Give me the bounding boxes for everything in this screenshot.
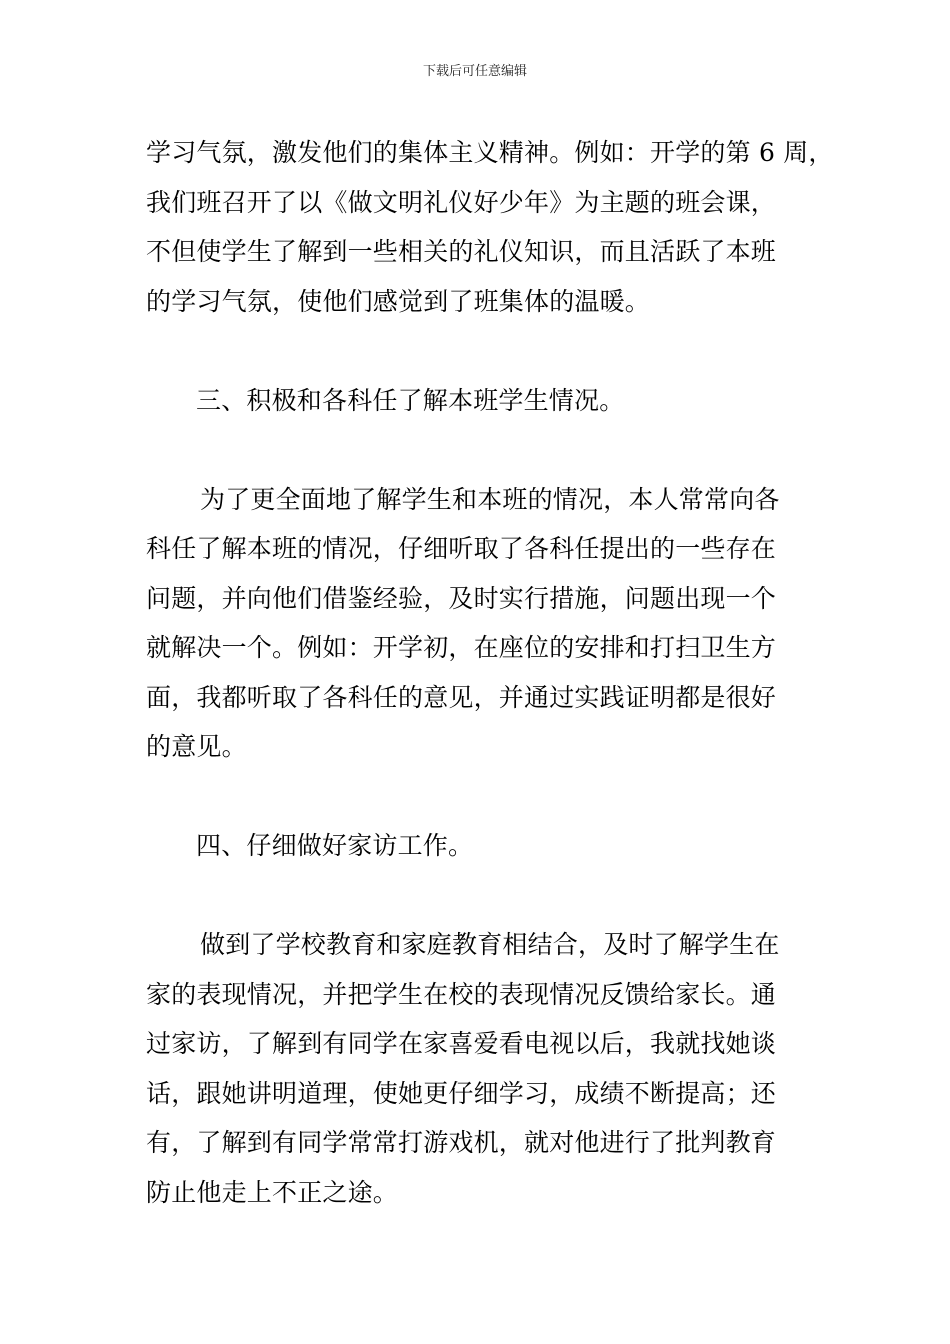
paragraph-gap (146, 425, 816, 475)
text-line: 的意见。 (146, 732, 247, 761)
text-line: 的学习气氛，使他们感觉到了班集体的温暖。 (146, 286, 651, 316)
text-line: 面，我都听取了各科任的意见，并通过实践证明都是很好 (146, 682, 777, 712)
text-line: 就解决一个。例如：开学初，在座位的安排和打扫卫生方 (146, 633, 777, 662)
text-line: 我们班召开了以《做文明礼仪好少年》为主题的班会课， (146, 187, 777, 217)
text-line: 过家访，了解到有同学在家喜爱看电视以后，我就找她谈 (146, 1029, 777, 1058)
paragraph-gap (146, 772, 816, 822)
paragraph-1 (146, 128, 834, 326)
document-body (146, 128, 834, 1217)
text-line: 问题，并向他们借鉴经验，及时实行措施，问题出现一个 (146, 583, 777, 613)
text-line: 为了更全面地了解学生和本班的情况，本人常常向各 (200, 484, 780, 514)
paragraph-gap (146, 871, 816, 921)
text-line: 不但使学生了解到一些相关的礼仪知识，而且活跃了本班 (146, 237, 777, 266)
section-heading-4: 四、仔细做好家访工作。 (196, 831, 474, 860)
header-note: 下载后可任意编辑 (422, 64, 527, 79)
text-line: 话，跟她讲明道理，使她更仔细学习，成绩不断提高；还 (146, 1078, 777, 1108)
text-line: 做到了学校教育和家庭教育相结合，及时了解学生在 (200, 930, 780, 959)
paragraph-3 (146, 920, 816, 1217)
text-line: 学习气氛，激发他们的集体主义精神。例如：开学的第 6 周， (146, 138, 834, 167)
text-line: 科任了解本班的情况，仔细听取了各科任提出的一些存在 (146, 534, 777, 563)
text-line: 防止他走上不正之途。 (146, 1177, 399, 1207)
section-heading-3: 三、积极和各科任了解本班学生情况。 (196, 385, 625, 415)
text-line: 有，了解到有同学常常打游戏机，就对他进行了批判教育 (146, 1128, 777, 1157)
text-line: 家的表现情况，并把学生在校的表现情况反馈给家长。通 (146, 979, 777, 1009)
paragraph-gap (146, 326, 816, 376)
paragraph-2 (146, 475, 816, 772)
